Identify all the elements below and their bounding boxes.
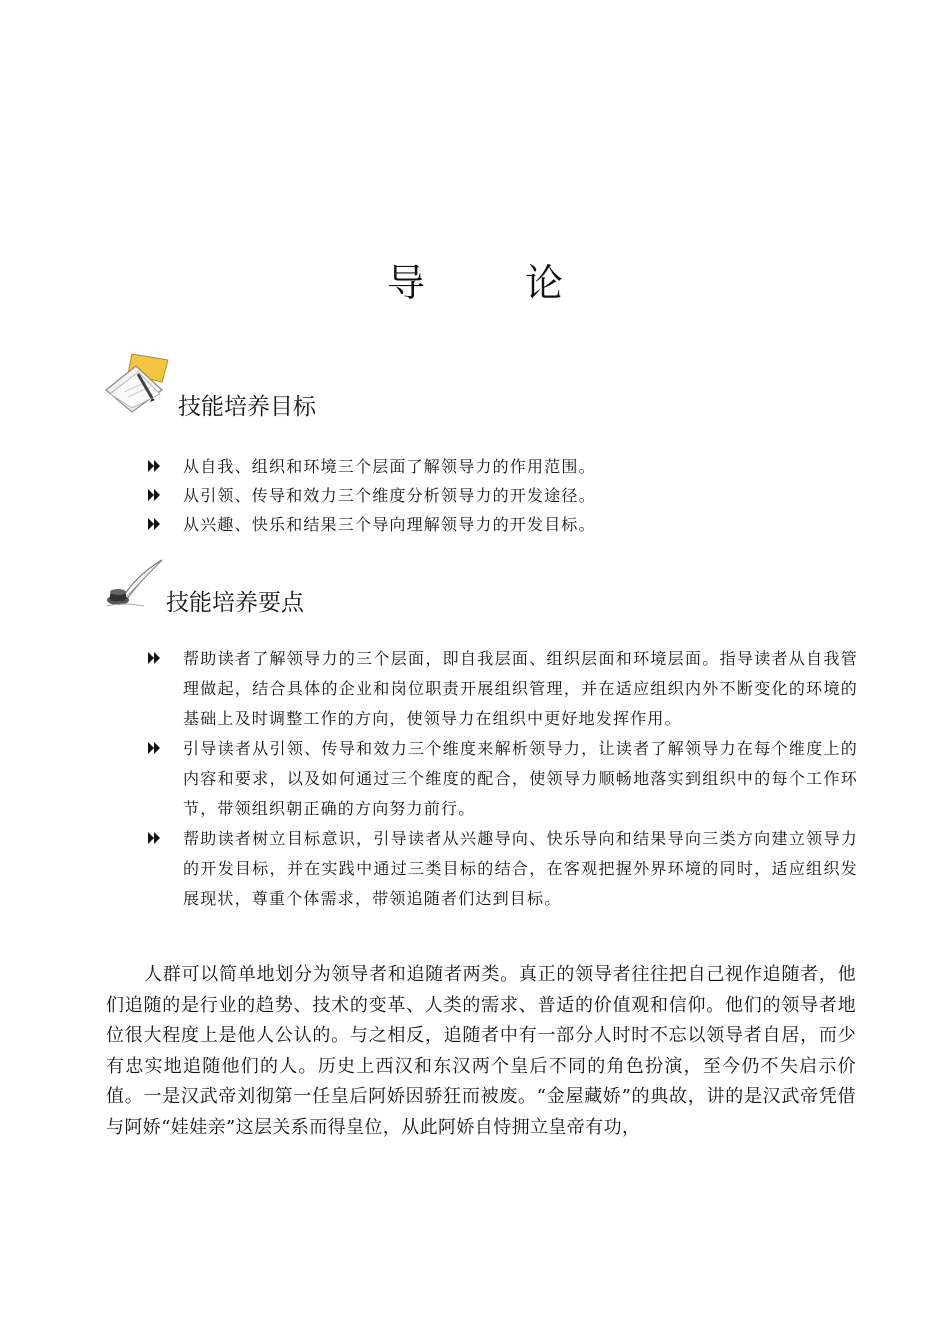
objective-text: 从自我、组织和环境三个层面了解领导力的作用范围。	[183, 457, 596, 476]
double-arrow-bullet-icon	[148, 452, 166, 481]
key-point-text: 引导读者从引领、传导和效力三个维度来解析领导力，让读者了解领导力在每个维度上的内容和要求，以及如何通过三个维度的配合，使领导力顺畅地落实到组织中的每个工作环节，带领组织朝正确的方向努力前行。	[183, 739, 858, 818]
notepad-pencil-icon	[102, 352, 174, 416]
page-title: 导 论	[386, 261, 608, 305]
double-arrow-bullet-icon	[148, 644, 166, 734]
list-item	[148, 452, 858, 481]
objective-text: 从兴趣、快乐和结果三个导向理解领导力的开发目标。	[183, 515, 596, 534]
key-point-text: 帮助读者了解领导力的三个层面，即自我层面、组织层面和环境层面。指导读者从自我管理做起，结合具体的企业和岗位职责开展组织管理，并在适应组织内外不断变化的环境的基础上及时调整工作的方向，使领导力在组织中更好地发挥作用。	[183, 649, 858, 728]
list-item	[148, 481, 858, 510]
objectives-heading: 技能培养目标	[178, 394, 316, 420]
key-points-heading: 技能培养要点	[166, 590, 304, 616]
key-point-text: 帮助读者树立目标意识，引导读者从兴趣导向、快乐导向和结果导向三类方向建立领导力的开发目标，并在实践中通过三类目标的结合，在客观把握外界环境的同时，适应组织发展现状，尊重个体需求，带领追随者们达到目标。	[183, 829, 858, 908]
list-item	[148, 824, 858, 914]
body-paragraph: 人群可以简单地划分为领导者和追随者两类。真正的领导者往往把自己视作追随者，他们追随的是行业的趋势、技术的变革、人类的需求、普适的价值观和信仰。他们的领导者地位很大程度上是他人公认的。与之相反，追随者中有一部分人时时不忘以领导者自居，而少有忠实地追随他们的人。历史上西汉和东汉两个皇后不同的角色扮演，至今仍不失启示价值。一是汉武帝刘彻第一任皇后阿娇因骄狂而被废。“金屋藏娇”的典故，讲的是汉武帝凭借与阿娇“娃娃亲”这层关系而得皇位，从此阿娇自恃拥立皇帝有功，	[106, 964, 856, 1138]
double-arrow-bullet-icon	[148, 510, 166, 539]
key-points-list	[148, 644, 858, 914]
inkwell-quill-icon	[104, 558, 166, 610]
list-item	[148, 734, 858, 824]
double-arrow-bullet-icon	[148, 734, 166, 824]
objectives-list	[148, 452, 858, 539]
double-arrow-bullet-icon	[148, 481, 166, 510]
list-item	[148, 644, 858, 734]
double-arrow-bullet-icon	[148, 824, 166, 914]
objective-text: 从引领、传导和效力三个维度分析领导力的开发途径。	[183, 486, 596, 505]
list-item	[148, 510, 858, 539]
